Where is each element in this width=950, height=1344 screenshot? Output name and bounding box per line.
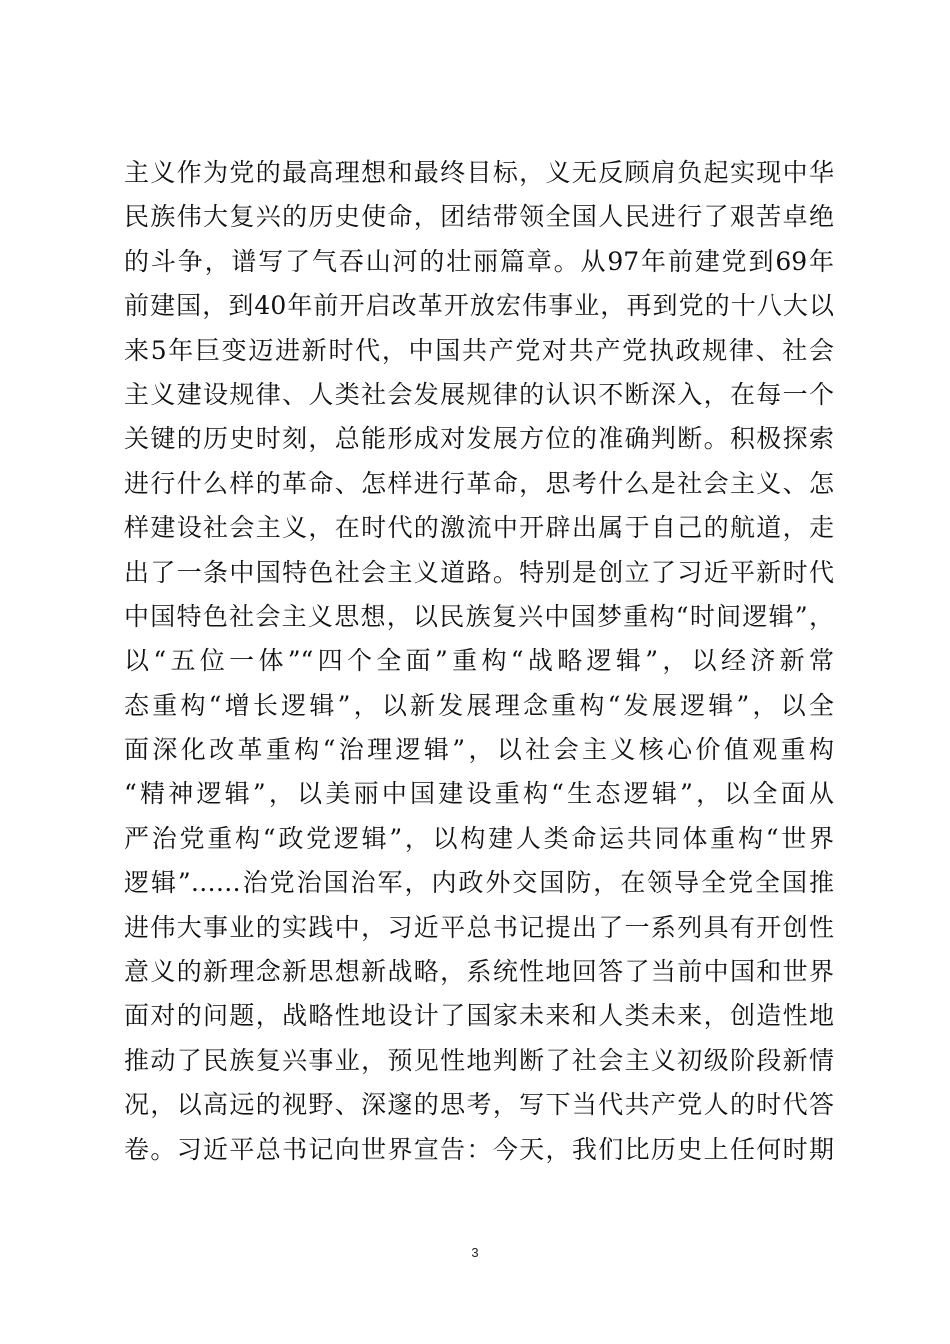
text-line: 态重构“增长逻辑”，以新发展理念重构“发展逻辑”，以全 [124, 690, 834, 720]
text-line: 面深化改革重构“治理逻辑”，以社会主义核心价值观重构 [124, 735, 834, 765]
text-line: 出了一条中国特色社会主义道路。特别是创立了习近平新时代 [124, 557, 834, 587]
text-line: 严治党重构“政党逻辑”，以构建人类命运共同体重构“世界 [124, 823, 834, 853]
text-line: 面对的问题，战略性地设计了国家未来和人类未来，创造性地 [124, 1001, 834, 1031]
body-paragraph [124, 151, 834, 1172]
text-line: 民族伟大复兴的历史使命，团结带领全国人民进行了艰苦卓绝 [124, 202, 834, 232]
text-line: 的斗争，谱写了气吞山河的壮丽篇章。从97年前建党到69年 [124, 246, 834, 276]
page-number: 3 [471, 1245, 479, 1260]
text-line: 主义建设规律、人类社会发展规律的认识不断深入，在每一个 [124, 379, 834, 409]
text-line: 进伟大事业的实践中，习近平总书记提出了一系列具有开创性 [124, 912, 834, 942]
text-line: 中国特色社会主义思想，以民族复兴中国梦重构“时间逻辑”， [124, 601, 834, 631]
text-line: 推动了民族复兴事业，预见性地判断了社会主义初级阶段新情 [124, 1045, 834, 1075]
text-line: 以“五位一体”“四个全面”重构“战略逻辑”，以经济新常 [124, 646, 834, 676]
text-line: 前建国，到40年前开启改革开放宏伟事业，再到党的十八大以 [124, 291, 834, 321]
text-line: 关键的历史时刻，总能形成对发展方位的准确判断。积极探索 [124, 424, 834, 454]
text-line: “精神逻辑”，以美丽中国建设重构“生态逻辑”，以全面从 [124, 779, 834, 809]
text-line: 进行什么样的革命、怎样进行革命，思考什么是社会主义、怎 [124, 468, 834, 498]
text-line: 样建设社会主义，在时代的激流中开辟出属于自己的航道，走 [124, 513, 834, 543]
text-line: 卷。习近平总书记向世界宣告：今天，我们比历史上任何时期 [124, 1134, 834, 1164]
text-line: 主义作为党的最高理想和最终目标，义无反顾肩负起实现中华 [124, 158, 834, 187]
text-line: 况，以高远的视野、深邃的思考，写下当代共产党人的时代答 [124, 1090, 834, 1120]
text-line: 逻辑”……治党治国治军，内政外交国防，在领导全党全国推 [124, 868, 834, 898]
text-line: 意义的新理念新思想新战略，系统性地回答了当前中国和世界 [124, 957, 834, 987]
text-line: 来5年巨变迈进新时代，中国共产党对共产党执政规律、社会 [124, 335, 834, 365]
